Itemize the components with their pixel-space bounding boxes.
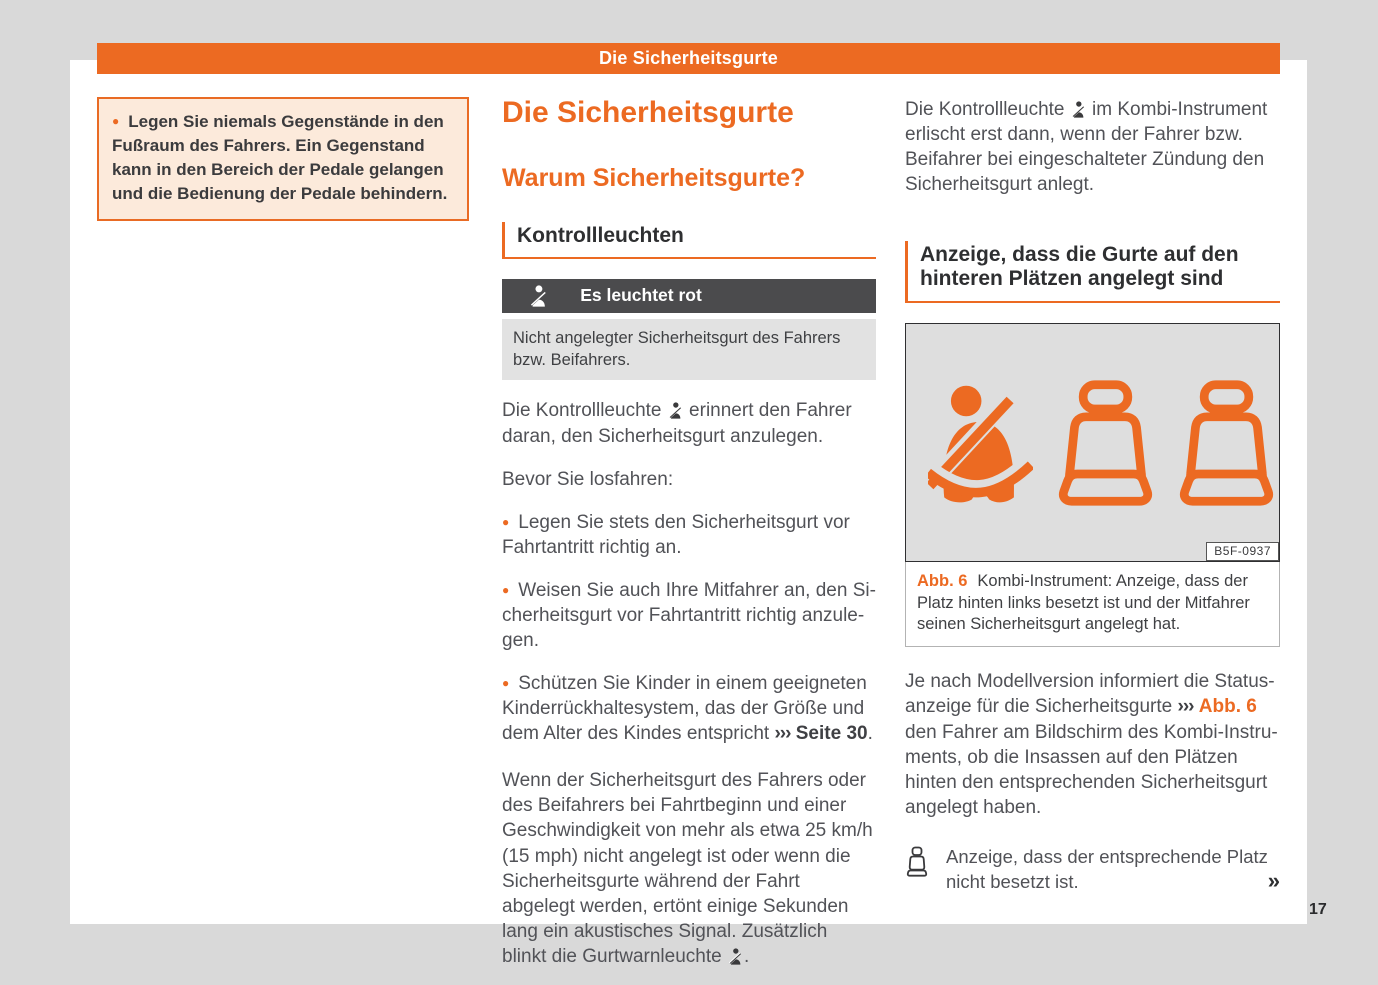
figure-code-label: B5F-0937 [1206,542,1279,561]
paragraph [905,97,1280,197]
figure-caption-text: Kombi-Instrument: Anzeige, dass der Platz hinten links besetzt ist und der Mitfahrer seinen Sicherheitsgurt angelegt hat. [917,571,1250,634]
belted-occupant-icon [928,368,1033,518]
indicator-description: Nicht angelegter Sicherheitsgurt des Fahrers bzw. Beifahrers. [502,319,876,381]
indicator-status-label: Es leuchtet rot [580,285,702,306]
bullet-icon: ● [502,676,510,691]
list-item-text: Weisen Sie auch Ihre Mitfahrer an, den Sicherheitsgurt vor Fahrtantritt richtig anzulegen. [502,579,876,651]
bullet-icon: ● [502,582,510,597]
figure-caption-label: Abb. 6 [917,571,968,590]
seatbelt-warning-icon [530,285,547,307]
paragraph-text: Je nach Modellversion informiert die Statusanzeige für die Sicherheitsgurte [905,671,1275,718]
cross-reference-figure-link[interactable]: Abb. 6 [1198,696,1257,718]
page-continuation-mark: » [1267,867,1280,893]
seatbelt-warning-icon [729,948,742,965]
list-item-text: Schützen Sie Kinder in einem geeigneten Kinderrückhaltesystem, das der Größe und dem Alter des Kindes entspricht [502,673,867,745]
section-title-why-seatbelts: Warum Sicherheitsgurte? [502,163,806,192]
right-column [905,97,1280,895]
legend-item-text: Anzeige, dass der entsprechende Platz nicht besetzt ist. [946,845,1268,893]
empty-seat-icon [1057,368,1154,518]
list-item-text: Legen Sie stets den Sicherheitsgurt vor Fahrtantritt richtig an. [502,511,850,558]
figure-image [905,323,1280,562]
page-number: 17 [1309,901,1327,918]
paragraph-text: . [743,945,750,967]
paragraph-text: den Fahrer am Bildschirm des Kombi-Instruments, ob die Insassen auf den Plätzen hinten den entsprechenden Sicherheitsgurt angelegt haben. [905,721,1278,818]
list-item-text: . [867,723,873,745]
warning-text: Legen Sie niemals Gegenstände in den Fußraum des Fahrers. Ein Gegenstand kann in den Bereich der Pedale gelangen und die Bedienung der Pedale behindern. [112,112,448,204]
seatbelt-warning-icon [669,402,682,419]
middle-column [502,97,876,969]
paragraph [502,768,876,969]
bullet-icon: ● [112,114,120,128]
bullet-icon: ● [502,514,510,529]
legend-item [905,844,1280,895]
cross-reference-arrows: ››› [774,723,791,745]
chapter-title: Die Sicherheitsgurte [598,48,779,68]
list-item [502,671,876,746]
list-item [502,510,876,560]
seat-unoccupied-icon [905,846,929,877]
paragraph-text: Die Kontrollleuchte [502,400,662,422]
left-column [97,97,469,221]
paragraph: Bevor Sie losfahren: [502,468,674,490]
paragraph [905,669,1280,819]
indicator-status-bar [502,279,876,313]
page-title: Die Sicherheitsgurte [502,96,794,129]
paragraph-text: Die Kontrollleuchte [905,99,1065,120]
seatbelt-warning-icon [1072,101,1085,118]
cross-reference-page-link[interactable]: Seite 30 [795,723,868,745]
paragraph-text: Wenn der Sicherheitsgurt des Fahrers oder des Beifahrers bei Fahrtbeginn und einer Geschwindigkeit von mehr als etwa 25 km/h (15 mph) nicht angelegt ist oder wenn die Sicherheitsgurte während der Fahrt abgelegt werden, ertönt einige Sekunden lang ein akustisches Signal. Zusätzlich blinkt die Gurtwarnleuchte [502,770,873,967]
empty-seat-icon [1178,368,1275,518]
warning-box [97,97,469,221]
heading-kontrollleuchten: Kontrollleuchten [502,222,876,259]
paragraph-text: im Kombi-Instrument erlischt erst dann, wenn der Fahrer bzw. Beifahrer bei eingeschalteter Zündung den Sicherheitsgurt anlegt. [905,99,1268,196]
paragraph-text: erinnert den Fahrer daran, den Sicherheitsgurt anzulegen. [502,400,852,447]
paragraph [502,398,876,448]
figure-caption [905,562,1280,648]
heading-rear-belt-display: Anzeige, dass die Gurte auf den hinteren Plätzen angelegt sind [905,241,1280,302]
cross-reference-arrows: ››› [1177,696,1194,718]
chapter-header-bar [97,43,1280,74]
list-item [502,578,876,653]
